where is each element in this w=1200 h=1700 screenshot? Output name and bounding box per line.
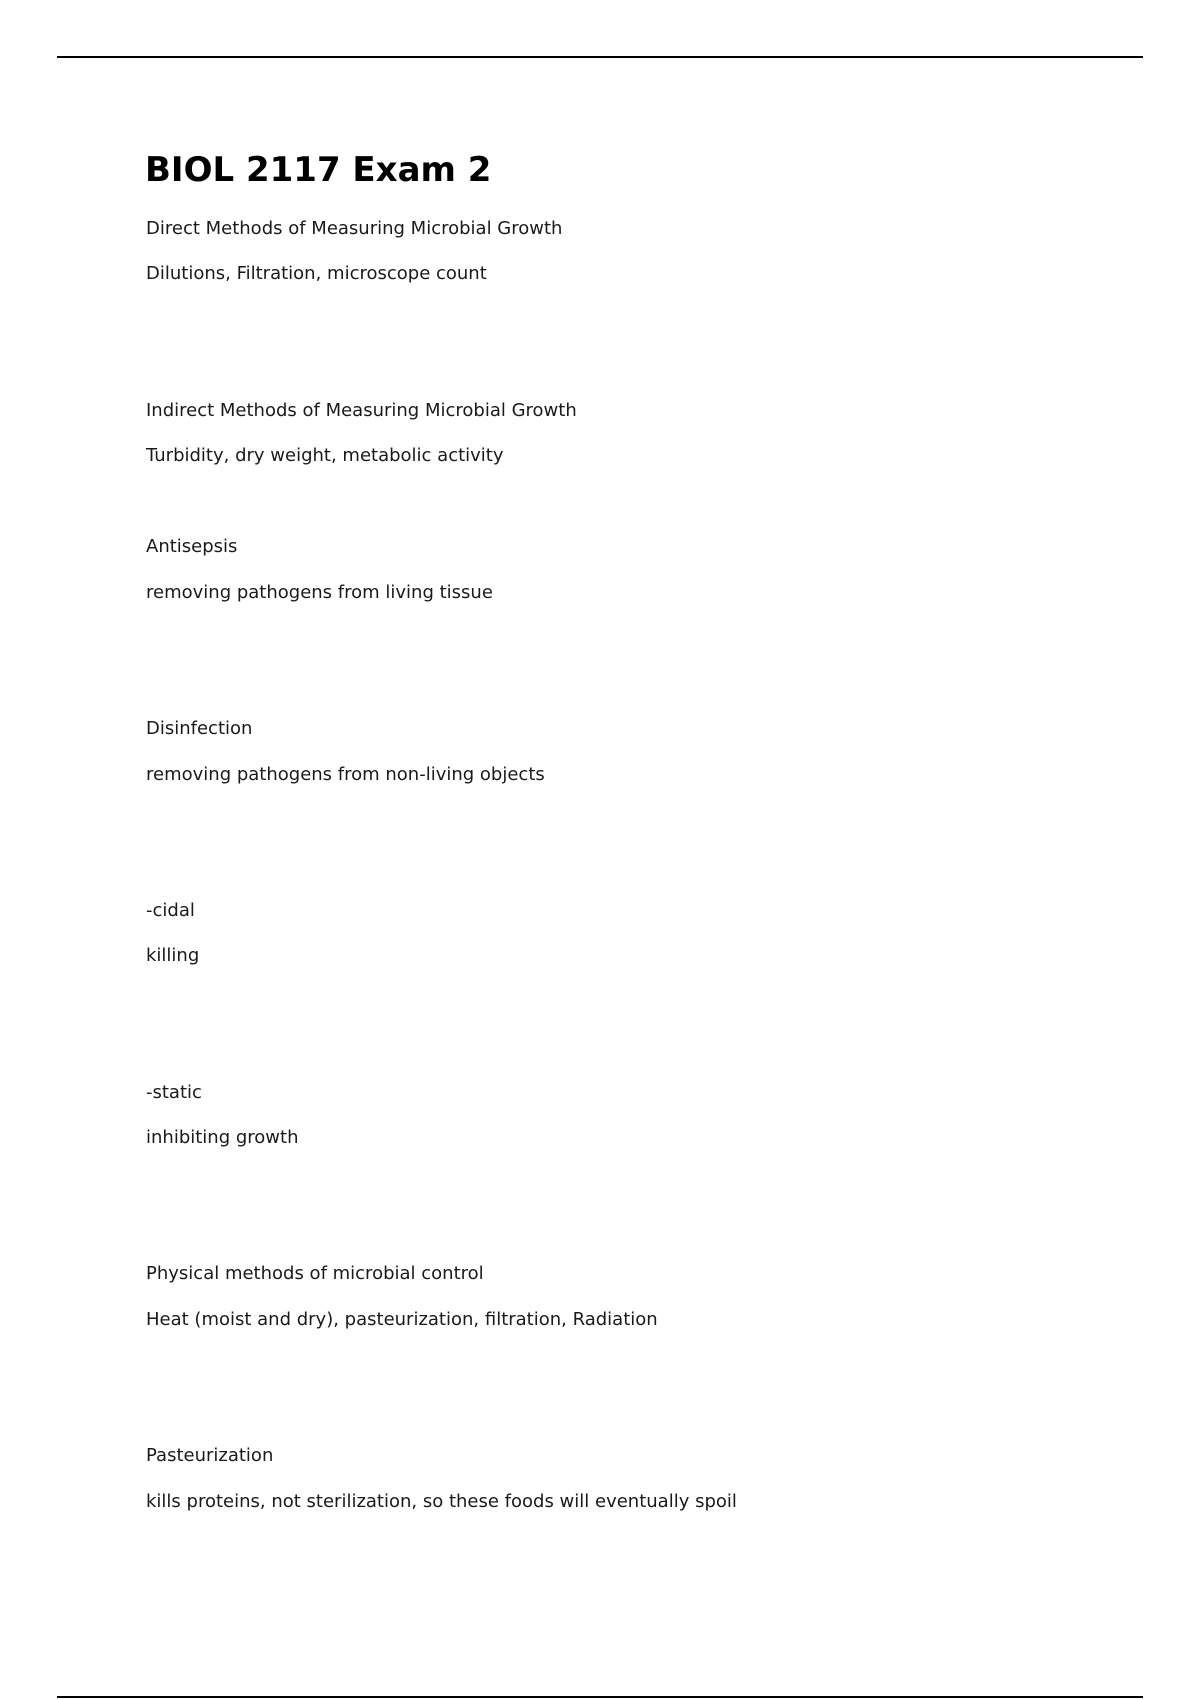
term-physical-methods: Physical methods of microbial control bbox=[146, 1263, 484, 1284]
term-indirect-methods: Indirect Methods of Measuring Microbial Growth bbox=[146, 400, 577, 421]
term-direct-methods: Direct Methods of Measuring Microbial Growth bbox=[146, 218, 563, 239]
bottom-rule bbox=[57, 1696, 1143, 1698]
term-cidal: -cidal bbox=[146, 900, 195, 921]
term-disinfection: Disinfection bbox=[146, 718, 253, 739]
top-rule bbox=[57, 56, 1143, 58]
definition-static: inhibiting growth bbox=[146, 1127, 299, 1148]
definition-antisepsis: removing pathogens from living tissue bbox=[146, 582, 493, 603]
document-title: BIOL 2117 Exam 2 bbox=[145, 150, 492, 190]
term-static: -static bbox=[146, 1082, 202, 1103]
definition-pasteurization: kills proteins, not sterilization, so these foods will eventually spoil bbox=[146, 1491, 737, 1512]
term-antisepsis: Antisepsis bbox=[146, 536, 238, 557]
definition-indirect-methods: Turbidity, dry weight, metabolic activity bbox=[146, 445, 504, 466]
definition-direct-methods: Dilutions, Filtration, microscope count bbox=[146, 263, 487, 284]
definition-physical-methods: Heat (moist and dry), pasteurization, filtration, Radiation bbox=[146, 1309, 658, 1330]
term-pasteurization: Pasteurization bbox=[146, 1445, 274, 1466]
definition-disinfection: removing pathogens from non-living objects bbox=[146, 764, 545, 785]
definition-cidal: killing bbox=[146, 945, 200, 966]
